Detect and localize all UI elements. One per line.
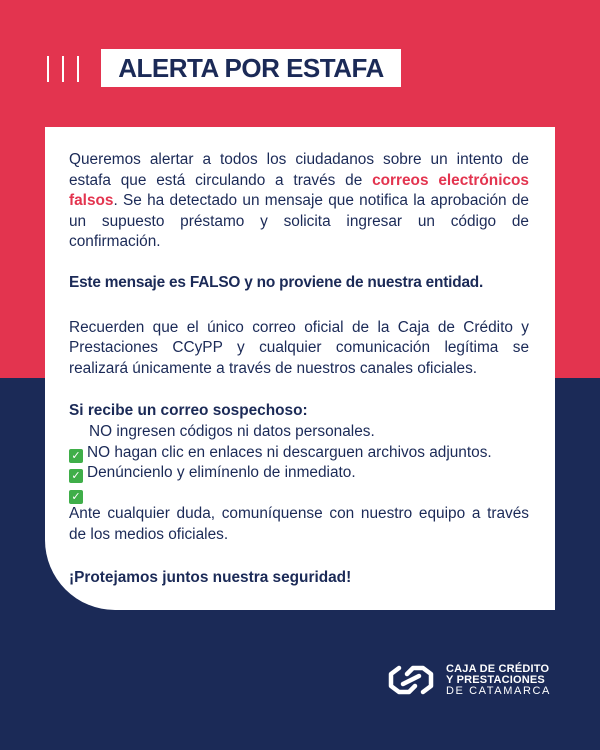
logo-line: CAJA DE CRÉDITO (446, 663, 550, 675)
tip-item (69, 484, 529, 505)
check-icon: ✓ (69, 490, 83, 504)
intro-paragraph (69, 150, 529, 253)
logo (385, 660, 565, 700)
final-text: ¡Protejamos juntos nuestra seguridad! (69, 568, 352, 586)
check-icon: ✓ (69, 449, 83, 463)
intro-text-1: Queremos alertar a todos los ciudadanos sobre un intento de estafa que está circulando a través de (69, 151, 529, 189)
tip-item (69, 443, 529, 464)
logo-line: Y PRESTACIONES (446, 674, 545, 686)
tip-text: NO hagan clic en enlaces ni descarguen archivos adjuntos. (87, 443, 492, 461)
tip-text: NO ingresen códigos ni datos personales. (89, 422, 375, 440)
bar (77, 56, 79, 82)
closing-paragraph: Ante cualquier duda, comuníquense con nuestro equipo a través de los medios oficiales. (69, 505, 529, 543)
tip-item (69, 422, 529, 443)
official-paragraph: Recuerden que el único correo oficial de la Caja de Crédito y Prestaciones CCyPP y cualquier comunicación legítima se realizará únicamente a través de nuestros canales oficiales. (69, 318, 529, 377)
check-icon: ✓ (69, 469, 83, 483)
logo-line: DE CATAMARCA (446, 685, 551, 697)
intro-text-2: . Se ha detectado un mensaje que notifica la aprobación de un supuesto préstamo y solicita ingresar un código de confirmación. (69, 192, 529, 251)
intro-highlight: correos electrónicos falsos (69, 171, 529, 210)
logo-text (446, 664, 551, 697)
message-content (69, 150, 529, 588)
tips-title: Si recibe un correo sospechoso: (69, 402, 308, 420)
title-box (101, 49, 401, 87)
tip-text: Denúncienlo y elimínenlo de inmediato. (87, 464, 356, 482)
bar (62, 56, 64, 82)
tip-item (69, 463, 529, 484)
page-title: ALERTA POR ESTAFA (118, 52, 384, 83)
bar (47, 56, 49, 82)
decorative-bars (47, 56, 79, 82)
logo-icon (385, 664, 437, 696)
warning-text: Este mensaje es FALSO y no proviene de nuestra entidad. (69, 273, 484, 291)
